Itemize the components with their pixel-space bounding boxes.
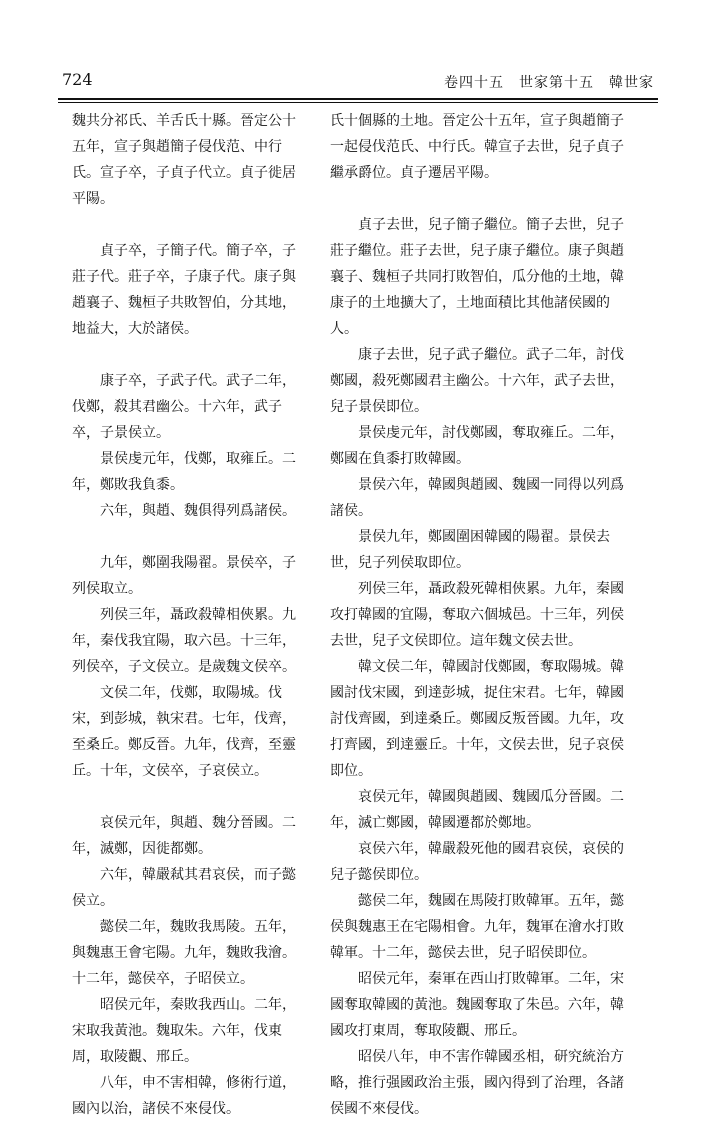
translation-paragraph: 貞子去世，兒子簡子繼位。簡子去世，兒子莊子繼位。莊子去世，兒子康子繼位。康子與趙襄子、魏桓子共同打敗智伯，瓜分他的土地，韓康子的土地擴大了，土地面積比其他諸侯國的人。 bbox=[330, 217, 624, 337]
classical-paragraph: 魏共分祁氏、羊舌氏十縣。晉定公十五年，宣子與趙簡子侵伐范、中行氏。宣子卒，子貞子代立。貞子徙居平陽。 bbox=[72, 113, 296, 207]
page-header bbox=[58, 66, 658, 98]
classical-paragraph: 文侯二年，伐鄭，取陽城。伐宋，到彭城，執宋君。七年，伐齊，至桑丘。鄭反晉。九年，伐齊，至靈丘。十年，文侯卒，子哀侯立。 bbox=[72, 685, 296, 779]
translation-paragraph: 懿侯二年，魏國在馬陵打敗韓軍。五年，懿侯與魏惠王在宅陽相會。九年，魏軍在澮水打敗韓軍。十二年，懿侯去世，兒子昭侯即位。 bbox=[330, 893, 624, 961]
classical-paragraph: 貞子卒，子簡子代。簡子卒，子莊子代。莊子卒，子康子代。康子與趙襄子、魏桓子共敗智伯，分其地，地益大，大於諸侯。 bbox=[72, 243, 296, 337]
translation-paragraph: 景侯六年，韓國與趙國、魏國一同得以列爲諸侯。 bbox=[330, 477, 624, 519]
translation-paragraph: 哀侯六年，韓嚴殺死他的國君哀侯，哀侯的兒子懿侯即位。 bbox=[330, 841, 624, 883]
classical-paragraph: 懿侯二年，魏敗我馬陵。五年，與魏惠王會宅陽。九年，魏敗我澮。十二年，懿侯卒，子昭侯立。 bbox=[72, 919, 296, 987]
translation-paragraph: 哀侯元年，韓國與趙國、魏國瓜分晉國。二年，滅亡鄭國，韓國遷都於鄭地。 bbox=[330, 789, 624, 831]
classical-text-column bbox=[72, 108, 308, 1122]
classical-paragraph: 九年，鄭圍我陽翟。景侯卒，子列侯取立。 bbox=[72, 555, 296, 597]
classical-paragraph: 列侯三年，聶政殺韓相俠累。九年，秦伐我宜陽，取六邑。十三年，列侯卒，子文侯立。是歲魏文侯卒。 bbox=[72, 607, 296, 675]
classical-paragraph: 景侯虔元年，伐鄭，取雍丘。二年，鄭敗我負黍。 bbox=[72, 451, 296, 493]
classical-paragraph: 六年，韓嚴弒其君哀侯，而子懿侯立。 bbox=[72, 867, 296, 909]
translation-paragraph: 韓文侯二年，韓國討伐鄭國，奪取陽城。韓國討伐宋國，到達彭城，捉住宋君。七年，韓國討伐齊國，到達桑丘。鄭國反叛晉國。九年，攻打齊國，到達靈丘。十年，文侯去世，兒子哀侯即位。 bbox=[330, 659, 624, 779]
classical-paragraph: 八年，申不害相韓，修術行道，國內以治，諸侯不來侵伐。 bbox=[72, 1075, 296, 1117]
running-title: 卷四十五 世家第十五 韓世家 bbox=[444, 75, 654, 91]
translation-paragraph: 列侯三年，聶政殺死韓相俠累。九年，秦國攻打韓國的宜陽，奪取六個城邑。十三年，列侯去世，兒子文侯即位。這年魏文侯去世。 bbox=[330, 581, 624, 649]
translation-paragraph: 景侯九年，鄭國圍困韓國的陽翟。景侯去世，兒子列侯取即位。 bbox=[330, 529, 610, 571]
header-rule bbox=[58, 98, 658, 100]
translation-paragraph: 康子去世，兒子武子繼位。武子二年，討伐鄭國，殺死鄭國君主幽公。十六年，武子去世，兒子景侯即位。 bbox=[330, 347, 624, 415]
classical-paragraph: 康子卒，子武子代。武子二年，伐鄭，殺其君幽公。十六年，武子卒，子景侯立。 bbox=[72, 373, 296, 441]
classical-paragraph: 昭侯元年，秦敗我西山。二年，宋取我黃池。魏取朱。六年，伐東周，取陵觀、邢丘。 bbox=[72, 997, 296, 1065]
translation-paragraph: 氏十個縣的土地。晉定公十五年，宣子與趙簡子一起侵伐范氏、中行氏。韓宣子去世，兒子貞子繼承爵位。貞子遷居平陽。 bbox=[330, 113, 624, 181]
page-number: 724 bbox=[62, 70, 93, 89]
translation-paragraph: 昭侯八年，申不害作韓國丞相，研究統治方略，推行强國政治主張，國內得到了治理，各諸侯國不來侵伐。 bbox=[330, 1049, 624, 1117]
header-rule-thin bbox=[58, 102, 658, 103]
translation-column bbox=[330, 108, 630, 1122]
classical-paragraph: 六年，與趙、魏俱得列爲諸侯。 bbox=[100, 503, 296, 519]
translation-paragraph: 景侯虔元年，討伐鄭國，奪取雍丘。二年，鄭國在負黍打敗韓國。 bbox=[330, 425, 624, 467]
classical-paragraph: 哀侯元年，與趙、魏分晉國。二年，滅鄭，因徙都鄭。 bbox=[72, 815, 296, 857]
translation-paragraph: 昭侯元年，秦軍在西山打敗韓軍。二年，宋國奪取韓國的黃池。魏國奪取了朱邑。六年，韓國攻打東周，奪取陵觀、邢丘。 bbox=[330, 971, 624, 1039]
